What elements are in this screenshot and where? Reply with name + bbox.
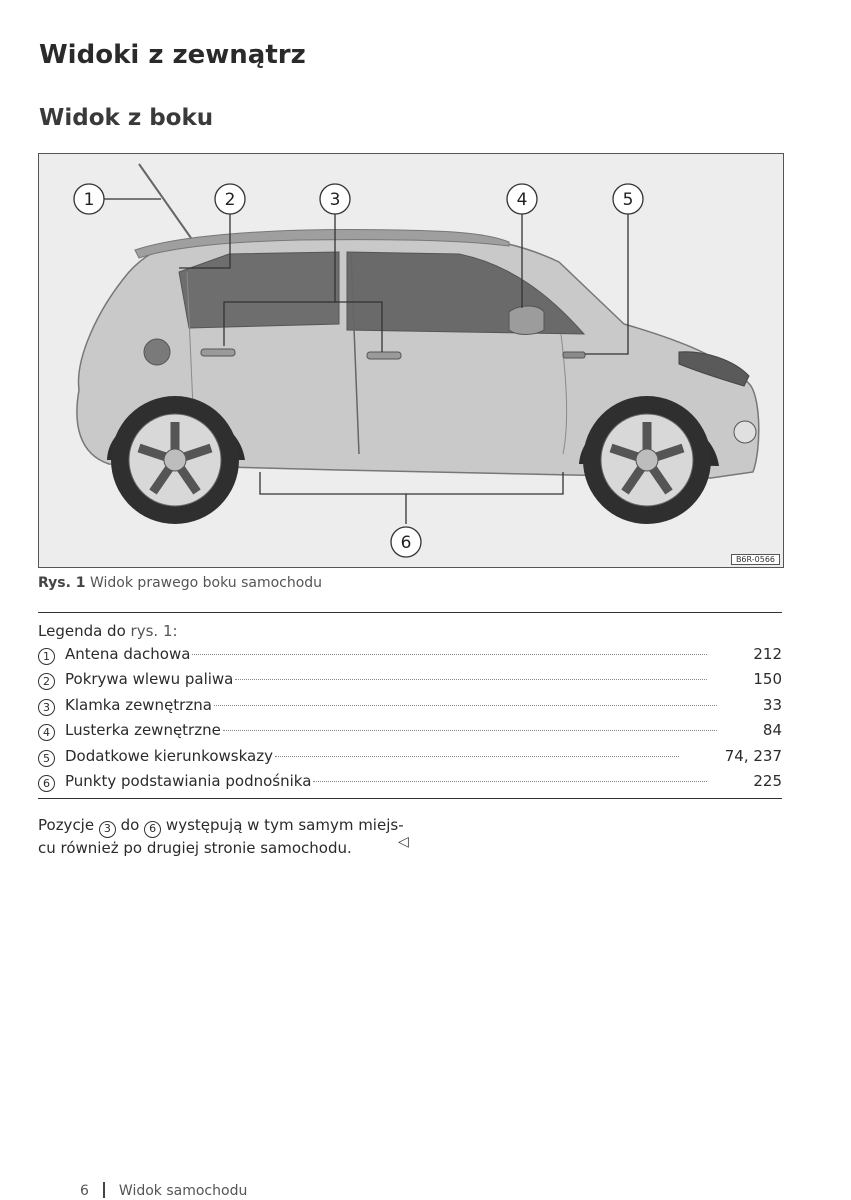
legend-label: Klamka zewnętrzna xyxy=(65,695,212,714)
caption-text: Widok prawego boku samochodu xyxy=(90,575,323,591)
side-indicator xyxy=(563,352,585,358)
caption-label: Rys. 1 xyxy=(38,575,86,591)
dot-leader xyxy=(214,705,717,706)
legend-page-ref: 84 xyxy=(762,721,782,740)
rear-door-handle xyxy=(201,349,235,356)
note-number-b: 6 xyxy=(144,821,161,838)
note-part-1: Pozycje xyxy=(38,816,95,834)
fog-light xyxy=(734,421,756,443)
divider-top xyxy=(38,612,782,613)
legend-figure-ref: rys. 1: xyxy=(130,622,178,640)
dot-leader xyxy=(275,756,679,757)
legend-label: Punkty podstawiania podnośnika xyxy=(65,771,312,790)
legend-number: 5 xyxy=(38,750,55,767)
callout-6 xyxy=(391,527,421,557)
section-end-icon: ◁ xyxy=(398,834,409,850)
dot-leader xyxy=(223,730,717,731)
legend-item xyxy=(38,721,782,746)
legend-page-ref: 74, 237 xyxy=(724,746,782,765)
callout-4 xyxy=(507,184,537,214)
rear-window xyxy=(179,252,339,328)
legend-item xyxy=(38,747,782,772)
svg-text:2: 2 xyxy=(224,190,236,210)
page-heading: Widoki z zewnątrz xyxy=(39,40,306,70)
legend-label: Pokrywa wlewu paliwa xyxy=(65,670,234,689)
svg-text:1: 1 xyxy=(83,190,95,210)
dot-leader xyxy=(313,781,707,782)
dot-leader xyxy=(192,654,707,655)
legend-title xyxy=(38,622,178,640)
legend-number: 2 xyxy=(38,673,55,690)
legend-item xyxy=(38,670,782,695)
legend-number: 1 xyxy=(38,648,55,665)
callout-5 xyxy=(613,184,643,214)
legend-label: Lusterka zewnętrzne xyxy=(65,721,221,740)
car-side-figure xyxy=(38,153,784,568)
legend-item xyxy=(38,645,782,670)
legend-number: 6 xyxy=(38,775,55,792)
legend-page-ref: 225 xyxy=(753,771,782,790)
figure-code: B6R-0566 xyxy=(731,554,780,565)
page-footer xyxy=(80,1182,247,1199)
legend-page-ref: 150 xyxy=(753,670,782,689)
callout-1 xyxy=(74,184,104,214)
svg-text:5: 5 xyxy=(622,190,634,210)
callout-2 xyxy=(215,184,245,214)
note-part-2: do xyxy=(120,816,140,834)
legend-page-ref: 212 xyxy=(753,645,782,663)
footer-separator xyxy=(103,1182,105,1198)
legend-number: 4 xyxy=(38,724,55,741)
footer-section-title: Widok samochodu xyxy=(118,1183,248,1199)
legend-number: 3 xyxy=(38,699,55,716)
figure-caption xyxy=(38,575,322,591)
section-heading: Widok z boku xyxy=(39,105,214,131)
divider-bottom xyxy=(38,798,782,799)
note-part-3: występują w tym samym miejs-cu również po drugiej stronie samochodu. xyxy=(38,816,404,857)
car-side-illustration xyxy=(39,154,783,567)
page-number: 6 xyxy=(80,1183,89,1199)
note-number-a: 3 xyxy=(99,821,116,838)
svg-text:6: 6 xyxy=(400,533,412,553)
side-mirror xyxy=(509,306,544,335)
svg-text:3: 3 xyxy=(329,190,341,210)
note-paragraph xyxy=(38,815,418,858)
legend-intro: Legenda do xyxy=(38,622,126,640)
roof-antenna xyxy=(139,164,191,238)
legend-item xyxy=(38,696,782,721)
svg-text:4: 4 xyxy=(516,190,528,210)
dot-leader xyxy=(235,679,707,680)
legend-item xyxy=(38,772,782,797)
legend-list xyxy=(38,645,782,797)
legend-label: Antena dachowa xyxy=(65,645,191,663)
front-door-handle xyxy=(367,352,401,359)
callout-3 xyxy=(320,184,350,214)
legend-label: Dodatkowe kierunkowskazy xyxy=(65,746,273,765)
rear-wheel xyxy=(111,396,239,524)
front-wheel xyxy=(583,396,711,524)
fuel-cap xyxy=(144,339,170,365)
legend-page-ref: 33 xyxy=(762,695,782,714)
